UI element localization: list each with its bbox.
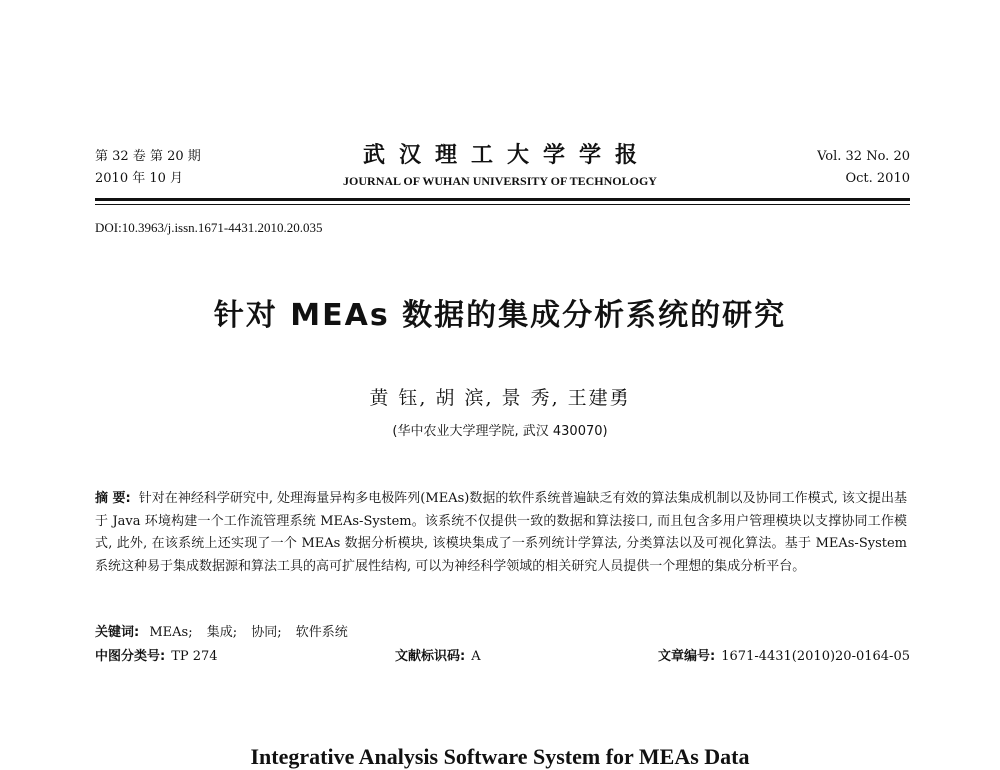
- abstract-text: 针对在神经科学研究中, 处理海量异构多电极阵列(MEAs)数据的软件系统普遍缺乏有效的算法集成机制以及协同工作模式, 该文提出基于 Java 环境构建一个工作流管理系统 MEAs-System。该系统不仅提供一致的数据和算法接口, 而且包含多用户管理模块以支撑协同工作模式, 此外, 在该系统上还实现了一个 MEAs 数据分析模块, 该模块集成了一系列统计学算法, 分类算法以及可视化算法。基于 MEAs-System 系统这种易于集成数据源和算法工具的高可扩展性结构, 可以为神经科学领域的相关研究人员提供一个理想的集成分析平台。: [95, 491, 907, 574]
- affiliation: (华中农业大学理学院, 武汉 430070): [392, 424, 608, 439]
- header-rule-thick: [95, 198, 910, 201]
- keyword-item: 软件系统: [295, 625, 348, 640]
- article-number-value: 1671-4431(2010)20-0164-05: [721, 649, 910, 664]
- keywords-label: 关键词:: [95, 625, 140, 640]
- document-code-value: A: [471, 649, 481, 664]
- journal-name-cn: 武汉理工大学学报: [362, 142, 651, 168]
- clc-code: [95, 647, 218, 667]
- keywords: [95, 623, 358, 643]
- keyword-item: MEAs;: [149, 625, 193, 640]
- document-code: [395, 647, 481, 667]
- keyword-item: 协同;: [251, 625, 282, 640]
- abstract-label: 摘 要:: [95, 491, 131, 506]
- clc-label: 中图分类号:: [95, 649, 166, 664]
- authors: 黄 钰, 胡 滨, 景 秀, 王建勇: [369, 387, 631, 409]
- volume-issue-cn: 第 32 卷 第 20 期: [95, 149, 201, 164]
- english-title: Integrative Analysis Software System for MEAs Data: [250, 744, 750, 769]
- journal-masthead: [300, 140, 700, 190]
- keyword-item: 集成;: [206, 625, 238, 640]
- header-left: [95, 146, 201, 190]
- paper-title: 针对 MEAs 数据的集成分析系统的研究: [213, 298, 787, 333]
- document-code-label: 文献标识码:: [395, 649, 466, 664]
- article-number-label: 文章编号:: [658, 649, 716, 664]
- date-cn: 2010 年 10 月: [95, 171, 184, 186]
- doi: DOI:10.3963/j.issn.1671-4431.2010.20.035: [95, 220, 323, 235]
- date-en: Oct. 2010: [845, 171, 910, 186]
- volume-issue-en: Vol. 32 No. 20: [817, 149, 910, 164]
- clc-value: TP 274: [171, 649, 218, 664]
- abstract: [95, 488, 907, 578]
- classification-row: [95, 647, 910, 667]
- header-right: [817, 146, 910, 190]
- header-rule-thin: [95, 204, 910, 205]
- journal-name-en: JOURNAL OF WUHAN UNIVERSITY OF TECHNOLOGY: [343, 174, 657, 188]
- article-number: [658, 647, 910, 667]
